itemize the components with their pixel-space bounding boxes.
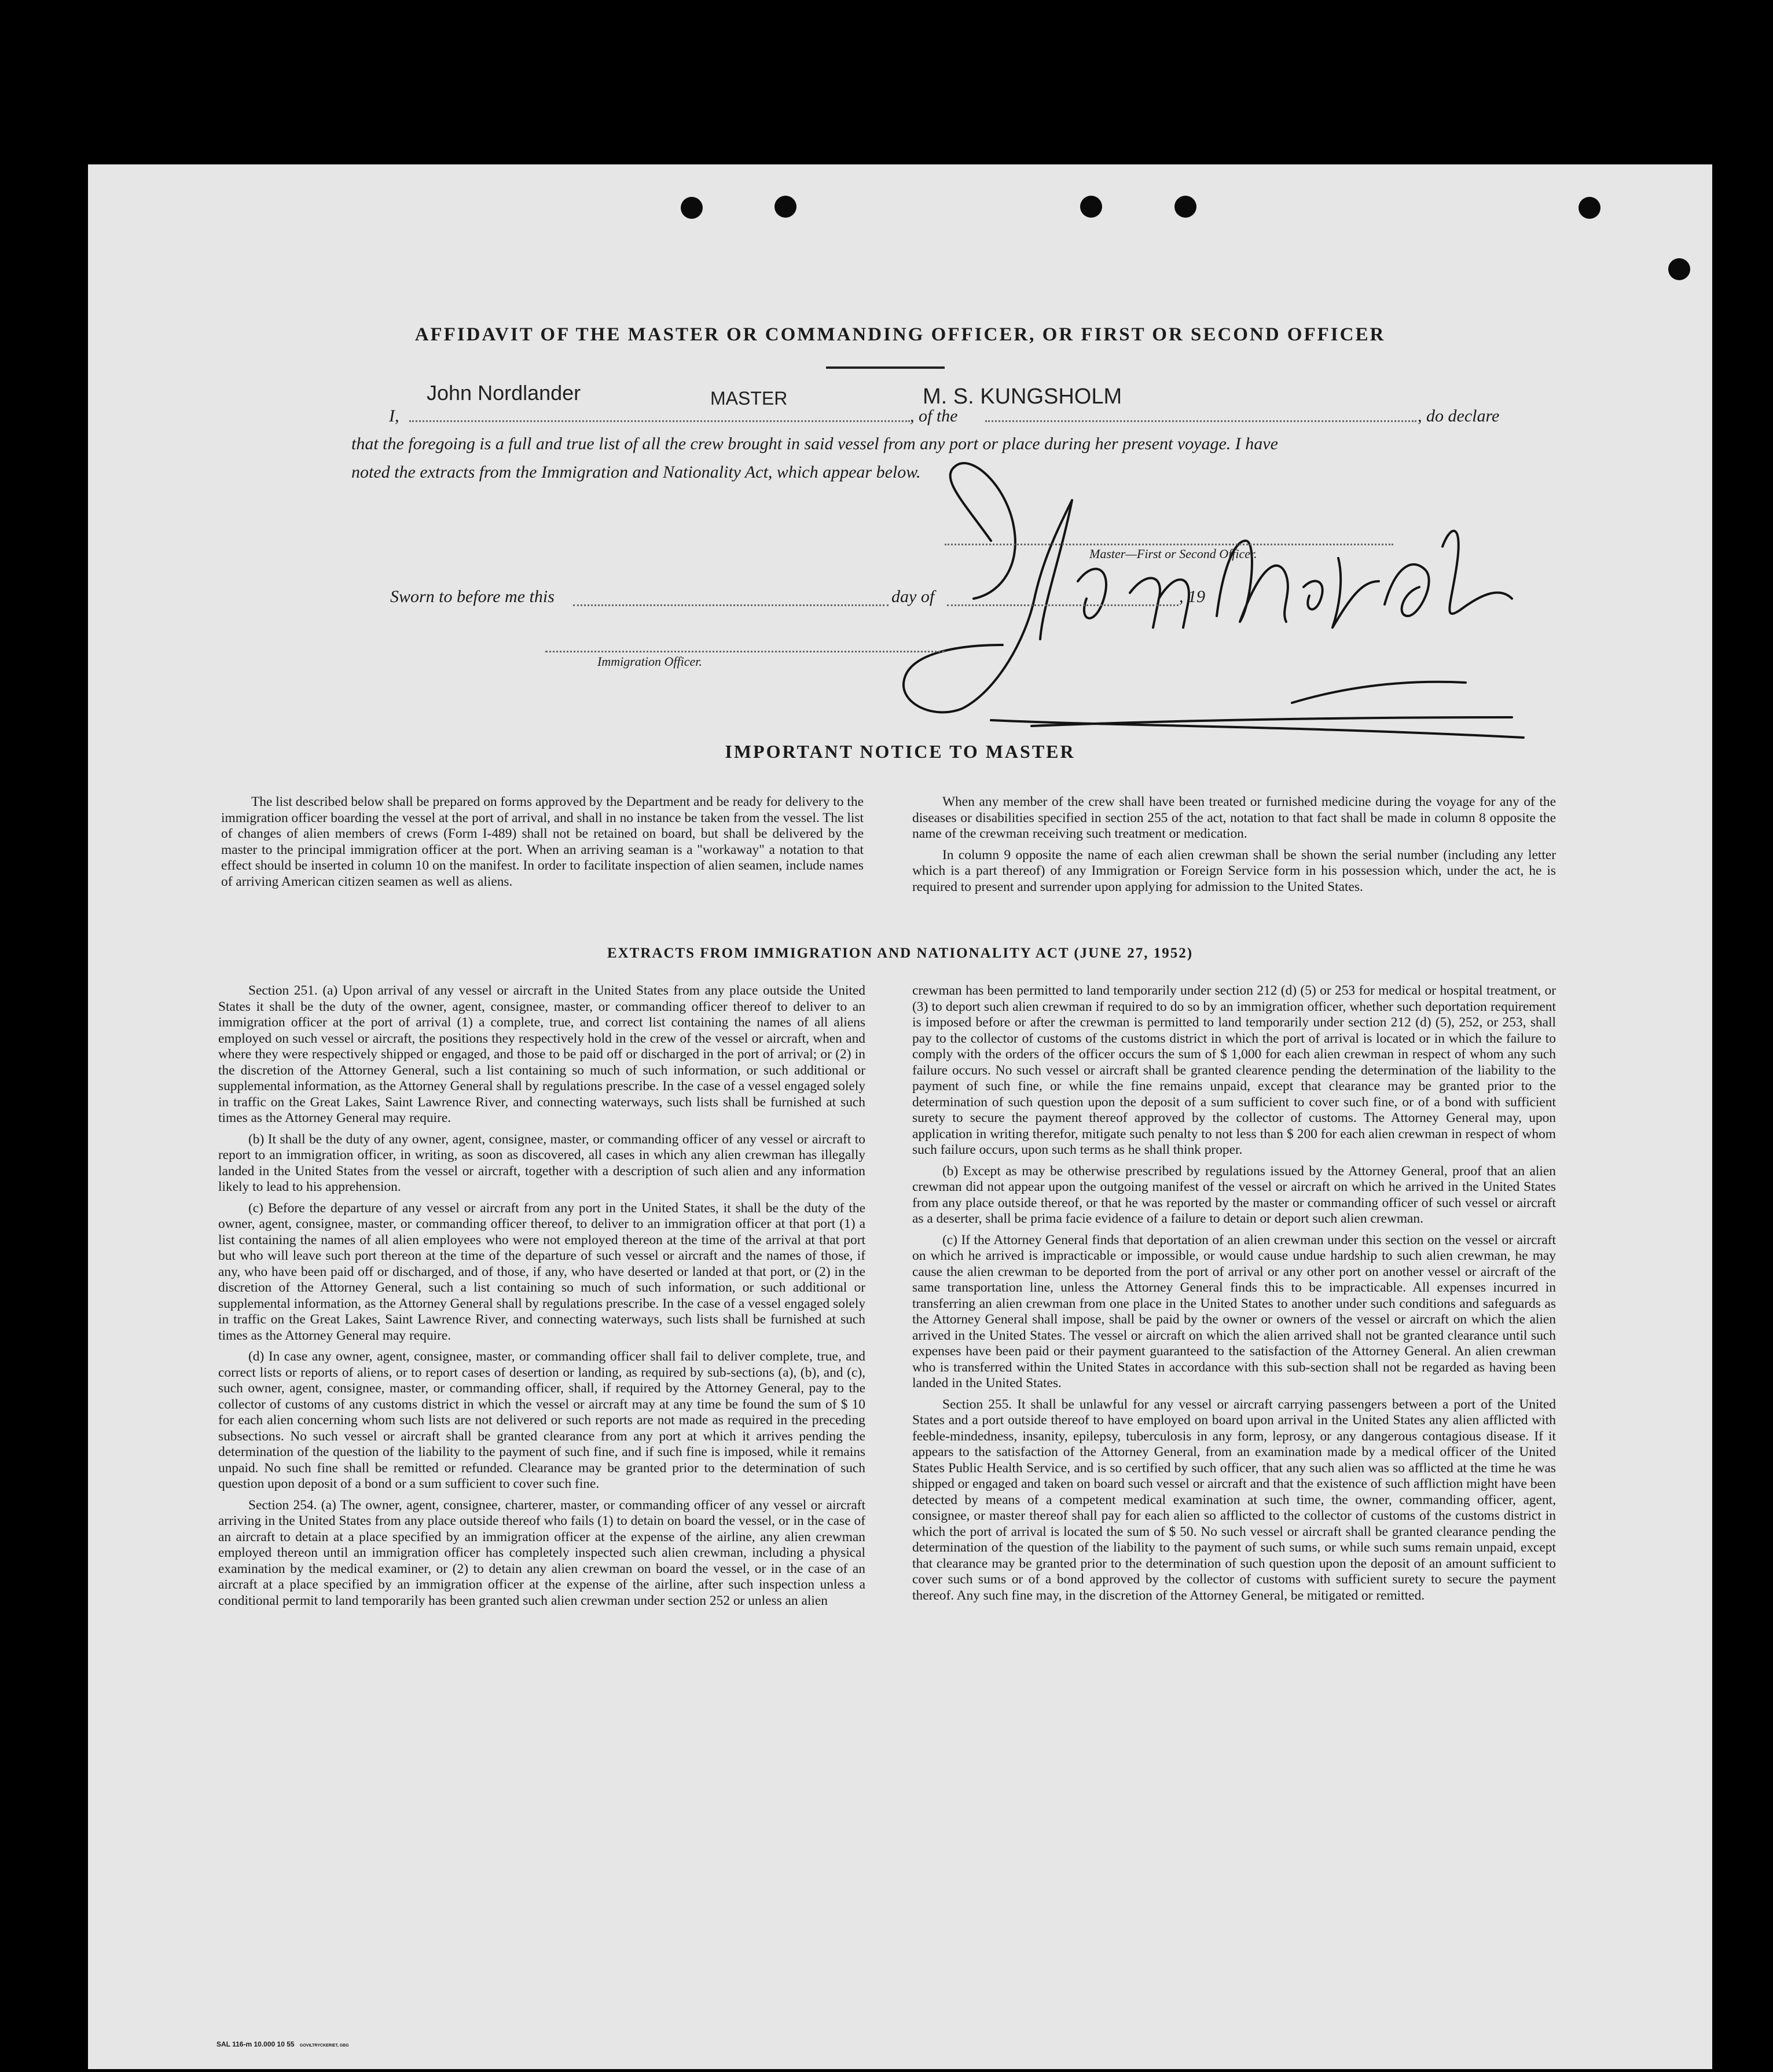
name-line (409, 420, 910, 422)
punch-hole (774, 196, 796, 218)
master-name: John Nordlander (427, 381, 581, 405)
notice-right-column (912, 794, 1556, 900)
signature-line (945, 544, 1393, 545)
extracts-right-column (912, 983, 1556, 1609)
do-declare-text: , do declare (1418, 406, 1500, 426)
notice-heading: IMPORTANT NOTICE TO MASTER (725, 741, 1075, 762)
extracts-left-column (218, 983, 865, 1614)
punch-hole (1579, 197, 1601, 219)
act-section-254c: (c) If the Attorney General finds that deportation of an alien crewman under this section on the vessel or aircraft on which he arrived is impracticable or impossible, or would cause undue hardship to such alien crewman, he may cause the alien crewman to be deported from the port of arrival or any other port on another vessel or aircraft of the same transportation line, unless the Attorney General finds this to be impracticable. All expenses incurred in transferring an alien crewman from one place in the United States to another under such conditions and safeguards as the Attorney General shall impose, shall be paid by the owner or owners of the vessel or aircraft on which the alien arrived in the United States. The vessel or aircraft on which the alien arrived shall not be granted clearance until such expenses have been paid or their payment guaranteed to the satisfaction of the Attorney General. An alien crewman who is transferred within the United States in accordance with this sub-section shall not be regarded as having been landed in the United States. (912, 1232, 1556, 1391)
notice-paragraph: When any member of the crew shall have been treated or furnished medicine during the voyage for any of the diseases or disabilities specified in section 255 of the act, notation to that fact shall be made in column 8 opposite the name of the crewman receiving such treatment or medication. (912, 794, 1556, 841)
rank: MASTER (710, 388, 788, 409)
declaration-line-2: noted the extracts from the Immigration and Nationality Act, which appear below. (351, 463, 921, 482)
officer-signature-line (545, 651, 945, 652)
act-section-251d: (d) In case any owner, agent, consignee, master, or commanding officer shall fail to deliver complete, true, and correct lists or reports of aliens, or to report cases of desertion or landing, as required by sub-sections (a), (b), and (c), such owner, agent, consignee, master, or commanding officer, shall, if required by the Attorney General, pay to the collector of customs of any customs district in which the vessel or aircraft may at any time be found the sum of $ 10 for each alien concerning whom such lists are not delivered or such reports are not made as required in the preceding subsections. No such vessel or aircraft shall be granted clearance from any port at which it arrives pending the determination of the question of the liability to the payment of such fine, and if such fine is imposed, while it remains unpaid. No such fine shall be remitted or refunded. Clearance may be granted prior to the determination of such question upon deposit of a bond or a sum sufficient to cover such fine. (218, 1349, 865, 1491)
sworn-text: Sworn to before me this (390, 587, 555, 606)
act-section-251a: Section 251. (a) Upon arrival of any vessel or aircraft in the United States from any place outside the United States it shall be the duty of the owner, agent, consignee, master, or commanding officer thereof to deliver to an immigration officer at the port of arrival (1) a complete, true, and correct list containing the names of all aliens employed on such vessel or aircraft, the positions they respectively hold in the crew of the vessel or aircraft, when and where they were respectively shipped or engaged, and those to be paid off or discharged in the port of arrival; or (2) in the discretion of the Attorney General, such a list containing so much of such information, or such additional or supplemental information, as the Attorney General shall by regulations prescribe. In the case of a vessel engaged solely in traffic on the Great Lakes, Saint Lawrence River, and connecting waterways, such lists shall be furnished at such times as the Attorney General may require. (218, 983, 865, 1125)
officer-caption: Immigration Officer. (597, 654, 702, 669)
punch-hole (1668, 258, 1690, 280)
year-text: , 19 (1179, 587, 1205, 606)
act-section-251c: (c) Before the departure of any vessel or aircraft from any port in the United States, it shall be the duty of the owner, agent, consignee, master, or commanding officer thereof, to deliver to an immigration officer at that port (1) a list containing the names of all alien employees who were not employed thereon at the time of the arrival at that port but who will leave such port thereon at the time of the departure of such vessel or aircraft and the names of those, if any, who have been paid off or discharged, and of those, if any, who have deserted or landed at that port, or (2) in the discretion of the Attorney General, such a list containing so much of such information, or such additional or supplemental information, as the Attorney General shall by regulations prescribe. In the case of a vessel engaged solely in traffic on the Great Lakes, Saint Lawrence River, and connecting waterways, such lists shall be furnished at such times as the Attorney General may require. (218, 1200, 865, 1343)
act-section-254a: Section 254. (a) The owner, agent, consignee, charterer, master, or commanding officer of any vessel or aircraft arriving in the United States from any place outside thereof who fails (1) to detain on board the vessel, or in the case of an aircraft to detain at a place specified by an immigration officer at the expense of the airline, any alien crewman employed thereon until an immigration officer has completely inspected such alien crewman, including a physical examination by the medical examiner, or (2) to detain any alien crewman on board the vessel, or in the case of an aircraft at a place specified by an immigration officer at the expense of the airline, after such inspection unless a conditional permit to land temporarily has been granted such alien crewman under section 252 or unless an alien (218, 1497, 865, 1608)
declaration-line-1: that the foregoing is a full and true list of all the crew brought in said vessel from any port or place during her present voyage. I have (351, 434, 1278, 453)
vessel-name: M. S. KUNGSHOLM (923, 384, 1122, 409)
document-page (88, 164, 1712, 2069)
day-of-text: day of (891, 587, 935, 606)
form-number (216, 2040, 349, 2048)
punch-hole (681, 197, 703, 219)
printer-text: GOVILTRYCKERIET, GBG (299, 2044, 349, 2048)
punch-hole (1080, 196, 1102, 218)
extracts-heading: EXTRACTS FROM IMMIGRATION AND NATIONALITY ACT (JUNE 27, 1952) (607, 945, 1194, 961)
sworn-day-line (573, 604, 889, 606)
form-number-text: SAL 116-m 10.000 10 55 (216, 2040, 295, 2048)
signature (887, 454, 1547, 767)
affidavit-heading: AFFIDAVIT OF THE MASTER OR COMMANDING OFFICER, OR FIRST OR SECOND OFFICER (414, 324, 1386, 345)
punch-hole (1174, 196, 1196, 218)
notice-left-column (221, 794, 864, 895)
notice-paragraph: In column 9 opposite the name of each alien crewman shall be shown the serial number (including any letter which is a part thereof) of any Immigration or Foreign Service form in his possession which, under the act, he is required to present and surrender upon applying for admission to the United States. (912, 847, 1556, 894)
heading-rule (826, 366, 945, 369)
act-section-254a-continued: crewman has been permitted to land temporarily under section 212 (d) (5) or 253 for medical or hospital treatment, or (3) to deport such alien crewman if required to do so by an immigration officer, whether such deportation requirement is imposed before or after the crewman is permitted to land temporarily under section 212 (d) (5), 252, or 253, shall pay to the collector of customs of the customs district in which the port of arrival is located or in which the failure to comply with the orders of the officer occurs the sum of $ 1,000 for each alien crewman in respect of whom any such failure occurs. No such vessel or aircraft shall be granted clearence pending the determination of the liability to the payment of such fine, or while the fine remains unpaid, except that clearance may be granted prior to the determination of such question upon the deposit of a sum sufficient to cover such fine, or of a bond with sufficient surety to secure the payment thereof approved by the collector of customs. The Attorney General may, upon application in writing therefor, mitigate such penalty to not less than $ 200 for each alien crewman in respect of whom such failure occurs, upon such terms as he shall think proper. (912, 983, 1556, 1157)
sworn-month-line (947, 604, 1179, 606)
notice-paragraph: The list described below shall be prepared on forms approved by the Department and be ready for delivery to the immigration officer boarding the vessel at the port of arrival, and shall in no instance be taken from the vessel. The list of changes of alien members of crews (Form I-489) shall not be retained on board, but shall be delivered by the master to the principal immigration officer at the port. When an arriving seaman is a "workaway" a notation to that effect should be inserted in column 10 on the manifest. In order to facilitate inspection of alien seamen, include names of arriving American citizen seamen as well as aliens. (221, 794, 864, 889)
act-section-255: Section 255. It shall be unlawful for any vessel or aircraft carrying passengers between a port of the United States and a port outside thereof to have employed on board upon arrival in the United States any alien afflicted with feeble-mindedness, insanity, epilepsy, tuberculosis in any form, leprosy, or any dangerous contagious disease. If it appears to the satisfaction of the Attorney General, from an examination made by a medical officer of the United States Public Health Service, and is so certified by such officer, that any such alien was so afflicted at the time he was shipped or engaged and taken on board such vessel or aircraft and that the existence of such affliction might have been detected by means of a competent medical examination at such time, the owner, commanding officer, agent, consignee, or master thereof shall pay for each alien so afflicted to the collector of customs of the customs district in which the port of arrival is located the sum of $ 50. No such vessel or aircraft shall be granted clearance pending the determination of the question of the liability to the payment of such sums, or while such sums remain unpaid, except that clearance may be granted prior to the determination of such question upon the deposit of an amount sufficient to cover such sums or of a bond approved by the collector of customs with sufficient surety to secure the payment thereof. Any such fine may, in the discretion of the Attorney General, be mitigated or remitted. (912, 1396, 1556, 1603)
act-section-254b: (b) Except as may be otherwise prescribed by regulations issued by the Attorney General, proof that an alien crewman did not appear upon the outgoing manifest of the vessel or aircraft on which he arrived in the United States from any place outside thereof, or that he was reported by the master or commanding officer of such vessel or aircraft as a deserter, shall be prima facie evidence of a failure to detain or deport such alien crewman. (912, 1163, 1556, 1226)
signature-caption: Master—First or Second Officer. (1089, 547, 1257, 561)
affidavit-pronoun: I, (389, 406, 399, 426)
of-the-text: , of the (910, 406, 958, 426)
vessel-line (985, 420, 1416, 422)
act-section-251b: (b) It shall be the duty of any owner, agent, consignee, master, or commanding officer of any vessel or aircraft to report to an immigration officer, in writing, as soon as discovered, all cases in which any alien crewman has illegally landed in the United States from the vessel or aircraft, together with a description of such alien and any information likely to lead to his apprehension. (218, 1131, 865, 1194)
